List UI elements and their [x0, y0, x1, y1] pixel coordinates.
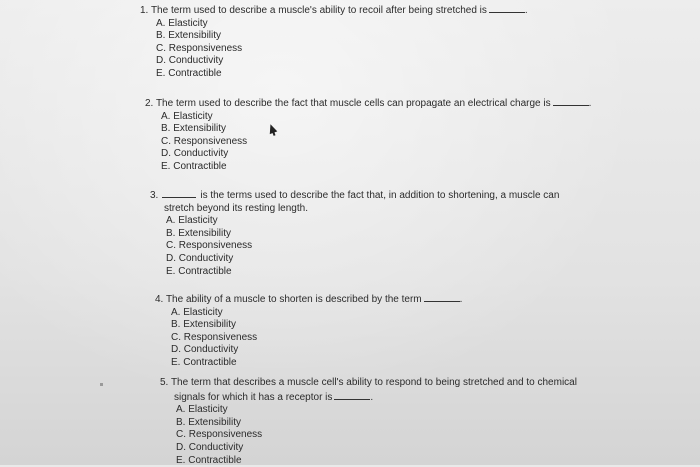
option-b: B. Extensibility [171, 319, 237, 331]
question-text: The term used to describe a muscle's ability to recoil after being stretched is [150, 5, 487, 16]
option-a: A. Elasticity [156, 17, 208, 29]
option-c: C. Responsiveness [161, 135, 248, 147]
option-d: D. Conductivity [176, 441, 244, 453]
option-a: A. Elasticity [171, 306, 223, 318]
option-e: E. Contractible [166, 265, 232, 277]
answer-blank [424, 292, 460, 302]
option-b: B. Extensibility [176, 416, 242, 428]
question-text-line2-text: signals for which it has a receptor is [174, 391, 333, 403]
option-a: A. Elasticity [161, 110, 213, 122]
option-d: D. Conductivity [166, 252, 234, 264]
question-5-stem [160, 377, 577, 390]
option-c: C. Responsiveness [171, 331, 258, 343]
option-e: E. Contractible [171, 356, 237, 368]
question-2 [145, 96, 591, 174]
option-c: C. Responsiveness [166, 240, 253, 252]
question-text-line2: signals for which it has a receptor is . [174, 391, 374, 403]
question-1-stem: 1. The term used to describe a muscle's ability to recoil after being stretched is . [140, 5, 528, 16]
option-a: A. Elasticity [176, 404, 228, 416]
option-d: D. Conductivity [156, 55, 224, 67]
answer-blank [162, 188, 196, 198]
question-5 [160, 377, 577, 467]
question-4-stem: 4. The ability of a muscle to shorten is described by the term . [155, 294, 463, 305]
option-c: C. Responsiveness [156, 42, 243, 54]
question-3 [150, 188, 559, 278]
question-number: 2. [145, 98, 154, 109]
option-e: E. Contractible [156, 67, 222, 79]
answer-blank [489, 3, 525, 13]
option-d: D. Conductivity [161, 148, 229, 160]
answer-blank [334, 390, 370, 400]
question-1 [140, 3, 528, 81]
question-3-stem [150, 188, 559, 203]
question-number: 1. [140, 5, 149, 16]
option-d: D. Conductivity [171, 344, 239, 356]
question-text: The term used to describe the fact that muscle cells can propagate an electrical charge is [155, 98, 551, 109]
option-e: E. Contractible [176, 454, 242, 466]
option-b: B. Extensibility [161, 123, 227, 135]
option-a: A. Elasticity [166, 215, 218, 227]
margin-mark [100, 383, 103, 386]
answer-blank [553, 96, 589, 106]
question-number: 3. [150, 190, 159, 201]
question-number: 4. [155, 294, 164, 305]
question-number: 5. [160, 377, 169, 388]
option-b: B. Extensibility [156, 30, 222, 42]
question-text: The ability of a muscle to shorten is described by the term [165, 294, 422, 305]
question-text: is the terms used to describe the fact that, in addition to shortening, a muscle can [200, 190, 560, 201]
question-4 [155, 292, 462, 370]
question-text: The term that describes a muscle cell's ability to respond to being stretched and to chemical [170, 377, 577, 388]
option-c: C. Responsiveness [176, 429, 263, 441]
option-b: B. Extensibility [166, 227, 232, 239]
question-text-line2: stretch beyond its resting length. [164, 202, 308, 214]
question-2-stem: 2. The term used to describe the fact that muscle cells can propagate an electrical charge is . [145, 98, 592, 109]
option-e: E. Contractible [161, 160, 227, 172]
